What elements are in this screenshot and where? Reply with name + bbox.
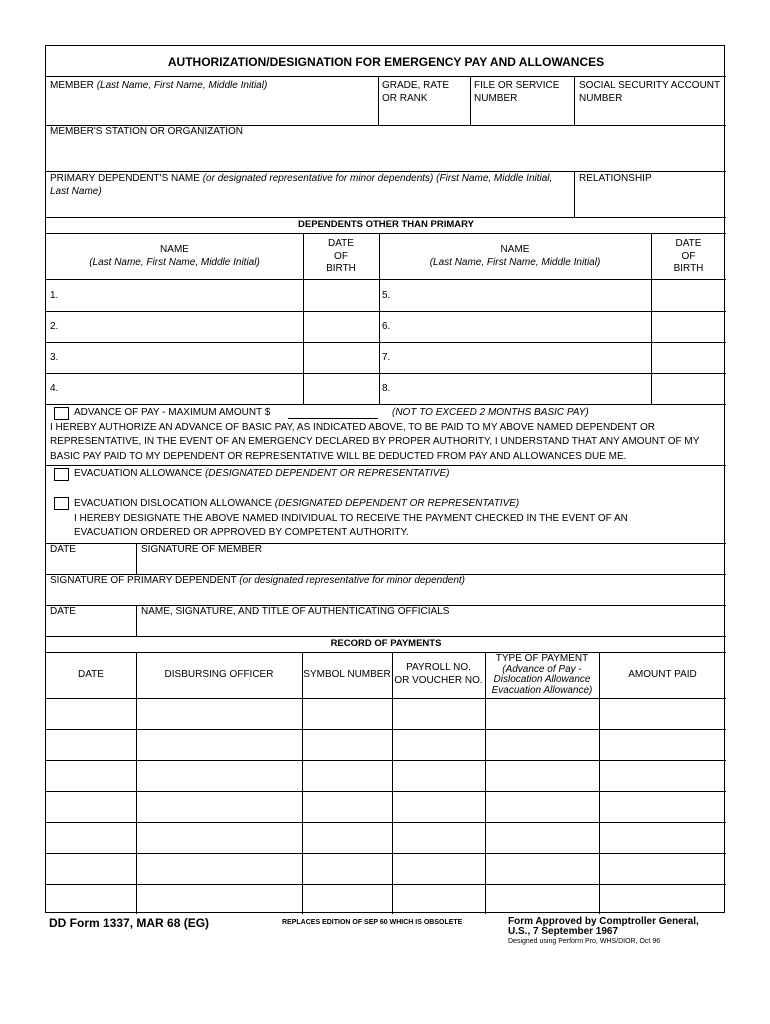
dependent-number: 3. bbox=[50, 352, 59, 363]
primary-dependent-label: PRIMARY DEPENDENT'S NAME (or designated representative for minor dependents) (First Name, Middle Initial, Last Name) bbox=[50, 173, 553, 197]
payment-voucher-cell[interactable] bbox=[393, 823, 485, 852]
advance-amount-field[interactable] bbox=[288, 407, 378, 419]
col-type-header: TYPE OF PAYMENT (Advance of Pay - Dislocation Allowance Evacuation Allowance) bbox=[491, 653, 593, 696]
relationship-field[interactable] bbox=[574, 186, 726, 217]
ssn-label: SOCIAL SECURITY ACCOUNT NUMBER bbox=[579, 80, 721, 104]
divider bbox=[379, 233, 380, 404]
divider bbox=[46, 217, 726, 218]
dependent-dob-field[interactable] bbox=[304, 312, 378, 342]
replaces-note: REPLACES EDITION OF SEP 60 WHICH IS OBSOLETE bbox=[282, 919, 463, 926]
dependent-name-field[interactable] bbox=[396, 280, 650, 310]
payment-date-cell[interactable] bbox=[47, 730, 136, 759]
dependent-name-field[interactable] bbox=[64, 312, 302, 342]
payments-heading: RECORD OF PAYMENTS bbox=[330, 638, 442, 649]
payment-type-cell[interactable] bbox=[486, 885, 599, 914]
payment-amount-cell[interactable] bbox=[600, 792, 726, 821]
divider bbox=[46, 233, 726, 234]
payment-officer-cell[interactable] bbox=[137, 730, 302, 759]
primary-signature-field[interactable] bbox=[46, 588, 726, 605]
payment-officer-cell[interactable] bbox=[137, 854, 302, 883]
payment-voucher-cell[interactable] bbox=[393, 792, 485, 821]
payment-symbol-cell[interactable] bbox=[303, 792, 392, 821]
payment-officer-cell[interactable] bbox=[137, 699, 302, 728]
dependent-dob-field[interactable] bbox=[304, 343, 378, 373]
payment-date-cell[interactable] bbox=[47, 823, 136, 852]
grade-field[interactable] bbox=[378, 106, 470, 125]
dependent-number: 8. bbox=[382, 383, 391, 394]
payment-voucher-cell[interactable] bbox=[393, 885, 485, 914]
col-payroll-header: PAYROLL NO. OR VOUCHER NO. bbox=[394, 662, 483, 686]
dependent-dob-field[interactable] bbox=[652, 280, 725, 310]
dislocation-text-line: EVACUATION ORDERED OR APPROVED BY COMPETENT AUTHORITY. bbox=[74, 527, 409, 538]
primary-signature-label: SIGNATURE OF PRIMARY DEPENDENT (or designated representative for minor dependent) bbox=[50, 575, 465, 586]
payment-date-cell[interactable] bbox=[47, 885, 136, 914]
payment-date-cell[interactable] bbox=[47, 699, 136, 728]
dependent-name-field[interactable] bbox=[396, 374, 650, 404]
file-number-field[interactable] bbox=[470, 106, 574, 125]
payment-symbol-cell[interactable] bbox=[303, 823, 392, 852]
relationship-label: RELATIONSHIP bbox=[579, 173, 652, 184]
member-date-field[interactable] bbox=[46, 557, 136, 574]
payment-amount-cell[interactable] bbox=[600, 885, 726, 914]
divider bbox=[46, 76, 726, 77]
dependent-dob-header-left: DATE OF BIRTH bbox=[326, 238, 356, 274]
auth-officials-label: NAME, SIGNATURE, AND TITLE OF AUTHENTICATING OFFICIALS bbox=[141, 606, 450, 617]
dependent-dob-field[interactable] bbox=[304, 374, 378, 404]
station-label: MEMBER'S STATION OR ORGANIZATION bbox=[50, 126, 244, 137]
col-date-header: DATE bbox=[78, 669, 104, 680]
dislocation-allowance-label: EVACUATION DISLOCATION ALLOWANCE (DESIGNATED DEPENDENT OR REPRESENTATIVE) bbox=[74, 498, 520, 509]
payment-officer-cell[interactable] bbox=[137, 885, 302, 914]
payment-officer-cell[interactable] bbox=[137, 792, 302, 821]
file-label: FILE OR SERVICE NUMBER bbox=[474, 80, 560, 104]
dependent-number: 5. bbox=[382, 290, 391, 301]
dependent-dob-field[interactable] bbox=[652, 374, 725, 404]
payment-officer-cell[interactable] bbox=[137, 823, 302, 852]
divider bbox=[46, 171, 726, 172]
payment-amount-cell[interactable] bbox=[600, 823, 726, 852]
dependent-name-field[interactable] bbox=[396, 312, 650, 342]
dependent-name-field[interactable] bbox=[64, 343, 302, 373]
dependent-name-header-left: NAME (Last Name, First Name, Middle Initial) bbox=[89, 244, 260, 268]
advance-text-line: BASIC PAY PAID TO MY DEPENDENT OR REPRESENTATIVE WILL BE DEDUCTED FROM PAY AND ALLOWANCES DUE ME. bbox=[50, 451, 627, 462]
payment-type-cell[interactable] bbox=[486, 730, 599, 759]
dependent-dob-header-right: DATE OF BIRTH bbox=[673, 238, 704, 274]
auth-date-label: DATE bbox=[50, 606, 76, 617]
advance-text-line: REPRESENTATIVE, IN THE EVENT OF AN EMERGENCY DECLARED BY PROPER AUTHORITY, I UNDERSTAND THAT ANY AMOUNT OF MY bbox=[50, 436, 700, 447]
dependent-number: 6. bbox=[382, 321, 391, 332]
payment-amount-cell[interactable] bbox=[600, 730, 726, 759]
evacuation-allowance-checkbox[interactable] bbox=[54, 468, 69, 481]
col-officer-header: DISBURSING OFFICER bbox=[164, 669, 274, 680]
form-id: DD Form 1337, MAR 68 (EG) bbox=[49, 916, 210, 930]
station-field[interactable] bbox=[46, 140, 726, 170]
member-signature-label: SIGNATURE OF MEMBER bbox=[141, 544, 262, 555]
member-name-field[interactable] bbox=[46, 106, 378, 125]
payment-amount-cell[interactable] bbox=[600, 699, 726, 728]
payment-voucher-cell[interactable] bbox=[393, 854, 485, 883]
dependent-dob-field[interactable] bbox=[652, 343, 725, 373]
primary-dependent-field[interactable] bbox=[46, 199, 574, 217]
dislocation-allowance-checkbox[interactable] bbox=[54, 497, 69, 510]
payment-amount-cell[interactable] bbox=[600, 854, 726, 883]
dependent-number: 2. bbox=[50, 321, 59, 332]
dependent-number: 1. bbox=[50, 290, 59, 301]
approval-note: Form Approved by Comptroller General, U.S., 7 September 1967 bbox=[508, 916, 699, 937]
dependent-number: 4. bbox=[50, 383, 59, 394]
divider bbox=[46, 404, 726, 405]
payment-amount-cell[interactable] bbox=[600, 761, 726, 790]
divider bbox=[46, 465, 726, 466]
payment-symbol-cell[interactable] bbox=[303, 699, 392, 728]
member-signature-field[interactable] bbox=[137, 557, 726, 574]
payment-voucher-cell[interactable] bbox=[393, 761, 485, 790]
payment-date-cell[interactable] bbox=[47, 854, 136, 883]
dependent-name-field[interactable] bbox=[64, 280, 302, 310]
member-date-label: DATE bbox=[50, 544, 76, 555]
grade-label: GRADE, RATE OR RANK bbox=[382, 80, 450, 104]
dependent-dob-field[interactable] bbox=[304, 280, 378, 310]
member-label: MEMBER (Last Name, First Name, Middle Initial) bbox=[50, 80, 268, 91]
dependents-heading: DEPENDENTS OTHER THAN PRIMARY bbox=[298, 219, 474, 230]
payment-voucher-cell[interactable] bbox=[393, 699, 485, 728]
auth-date-field[interactable] bbox=[46, 619, 136, 636]
advance-limit-note: (NOT TO EXCEED 2 MONTHS BASIC PAY) bbox=[392, 407, 589, 418]
designed-note: Designed using Perform Pro, WHS/DIOR, Oct 96 bbox=[508, 938, 661, 945]
payment-symbol-cell[interactable] bbox=[303, 730, 392, 759]
payment-type-cell[interactable] bbox=[486, 854, 599, 883]
dependent-name-field[interactable] bbox=[396, 343, 650, 373]
dislocation-text-line: I HEREBY DESIGNATE THE ABOVE NAMED INDIVIDUAL TO RECEIVE THE PAYMENT CHECKED IN THE EVENT OF AN bbox=[74, 513, 628, 524]
divider bbox=[46, 652, 726, 653]
ssn-field[interactable] bbox=[574, 106, 726, 125]
col-symbol-header: SYMBOL NUMBER bbox=[303, 669, 391, 680]
form-title: AUTHORIZATION/DESIGNATION FOR EMERGENCY PAY AND ALLOWANCES bbox=[167, 55, 605, 69]
payment-type-cell[interactable] bbox=[486, 761, 599, 790]
col-amount-header: AMOUNT PAID bbox=[628, 669, 697, 680]
advance-of-pay-label: ADVANCE OF PAY - MAXIMUM AMOUNT $ bbox=[74, 407, 271, 418]
payment-symbol-cell[interactable] bbox=[303, 854, 392, 883]
payment-voucher-cell[interactable] bbox=[393, 730, 485, 759]
payment-type-cell[interactable] bbox=[486, 699, 599, 728]
divider bbox=[46, 636, 726, 637]
dependent-number: 7. bbox=[382, 352, 391, 363]
dependent-name-field[interactable] bbox=[64, 374, 302, 404]
payment-type-cell[interactable] bbox=[486, 823, 599, 852]
advance-text-line: I HEREBY AUTHORIZE AN ADVANCE OF BASIC PAY, AS INDICATED ABOVE, TO BE PAID TO MY ABOVE NAMED DEPENDENT OR bbox=[50, 422, 655, 433]
payment-date-cell[interactable] bbox=[47, 792, 136, 821]
dependent-dob-field[interactable] bbox=[652, 312, 725, 342]
advance-of-pay-checkbox[interactable] bbox=[54, 407, 69, 420]
payment-date-cell[interactable] bbox=[47, 761, 136, 790]
auth-officials-field[interactable] bbox=[137, 619, 726, 636]
form-frame bbox=[45, 45, 725, 913]
evacuation-allowance-label: EVACUATION ALLOWANCE (DESIGNATED DEPENDENT OR REPRESENTATIVE) bbox=[74, 468, 450, 479]
payment-officer-cell[interactable] bbox=[137, 761, 302, 790]
payment-symbol-cell[interactable] bbox=[303, 885, 392, 914]
payment-symbol-cell[interactable] bbox=[303, 761, 392, 790]
dependent-name-header-right: NAME (Last Name, First Name, Middle Initial) bbox=[429, 244, 601, 268]
payment-type-cell[interactable] bbox=[486, 792, 599, 821]
